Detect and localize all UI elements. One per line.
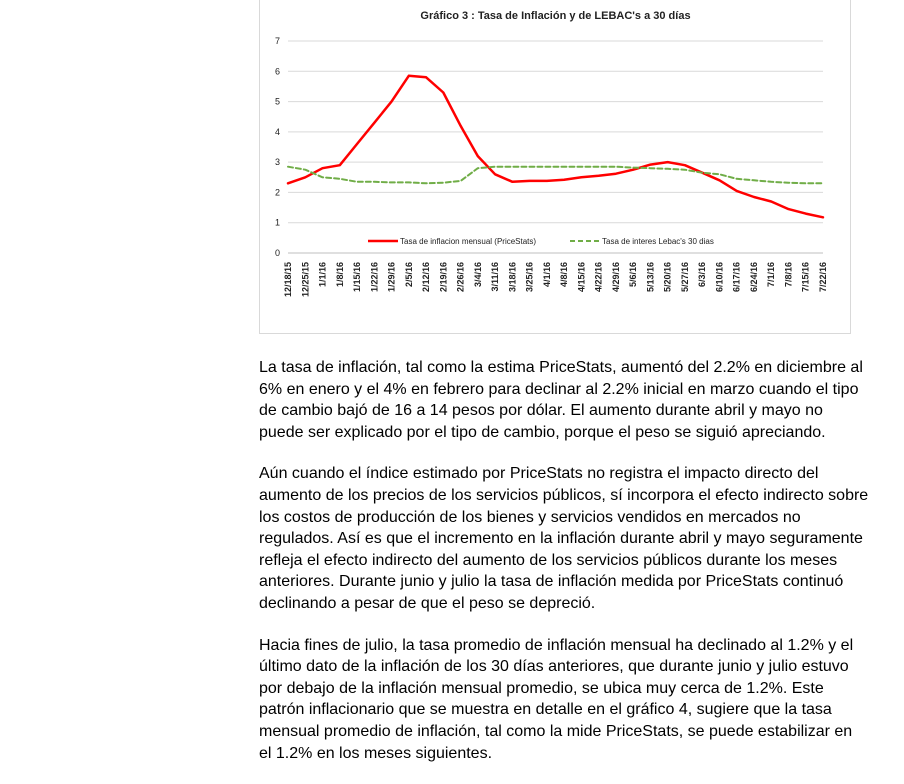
y-tick-label: 0 bbox=[274, 248, 280, 258]
inflation-lebac-chart bbox=[260, 0, 852, 334]
x-tick-label: 12/18/15 bbox=[283, 262, 293, 298]
y-tick-label: 7 bbox=[274, 36, 280, 46]
x-tick-label: 6/24/16 bbox=[748, 262, 759, 293]
chart-container bbox=[259, 0, 851, 334]
x-tick-label: 5/13/16 bbox=[645, 262, 656, 293]
x-tick-label: 4/29/16 bbox=[610, 262, 621, 293]
x-tick-label: 3/18/16 bbox=[507, 262, 518, 293]
x-tick-label: 12/25/15 bbox=[300, 262, 311, 298]
article-body bbox=[259, 357, 869, 784]
y-tick-label: 2 bbox=[274, 187, 280, 198]
x-tick-label: 5/20/16 bbox=[662, 262, 673, 293]
y-tick-label: 4 bbox=[274, 126, 280, 137]
x-tick-label: 3/4/16 bbox=[472, 262, 483, 288]
x-tick-label: 1/22/16 bbox=[369, 262, 380, 293]
x-tick-label: 1/1/16 bbox=[317, 262, 328, 288]
x-tick-label: 2/19/16 bbox=[438, 262, 449, 293]
inflation-series-line bbox=[288, 76, 823, 218]
legend-label: Tasa de interes Lebac's 30 dias bbox=[602, 237, 714, 246]
x-tick-label: 7/8/16 bbox=[783, 262, 794, 288]
x-tick-label: 4/1/16 bbox=[541, 262, 552, 288]
y-tick-label: 3 bbox=[274, 157, 280, 168]
paragraph: La tasa de inflación, tal como la estima PriceStats, aumentó del 2.2% en diciembre al 6% en enero y el 4% en febrero para declinar al 2.2% inicial en marzo cuando el tipo de cambio bajó de 16 a 14 pesos por dólar. El aumento durante abril y mayo no puede ser explicado por el tipo de cambio, porque el peso se siguió apreciando. bbox=[259, 359, 863, 441]
x-tick-label: 4/22/16 bbox=[593, 262, 604, 293]
y-tick-label: 5 bbox=[274, 96, 280, 107]
x-tick-label: 1/8/16 bbox=[334, 262, 345, 288]
y-tick-label: 6 bbox=[274, 66, 280, 77]
x-tick-label: 1/15/16 bbox=[352, 262, 363, 293]
x-tick-label: 6/3/16 bbox=[697, 262, 708, 288]
legend-label: Tasa de inflacion mensual (PriceStats) bbox=[400, 237, 537, 246]
x-tick-label: 4/15/16 bbox=[576, 262, 587, 293]
x-tick-label: 4/8/16 bbox=[559, 262, 570, 288]
x-tick-label: 1/29/16 bbox=[386, 262, 397, 293]
x-tick-label: 2/5/16 bbox=[403, 262, 414, 288]
x-tick-label: 3/25/16 bbox=[524, 262, 535, 293]
x-tick-label: 7/1/16 bbox=[766, 262, 777, 288]
paragraph: Aún cuando el índice estimado por PriceStats no registra el impacto directo del aumento de los precios de los servicios públicos, sí incorpora el efecto indirecto sobre los costos de producción de los bienes y servicios vendidos en mercados no regulados. Así es que el incremento en la inflación durante abril y mayo seguramente refleja el efecto indirecto del aumento de los servicios públicos durante los meses anteriores. Durante junio y julio la tasa de inflación medida por PriceStats continuó declinando a pesar de que el peso se depreció. bbox=[259, 465, 869, 612]
x-tick-label: 7/15/16 bbox=[800, 262, 811, 293]
x-tick-label: 5/27/16 bbox=[679, 262, 690, 293]
x-tick-label: 2/12/16 bbox=[421, 262, 432, 293]
x-tick-label: 3/11/16 bbox=[490, 262, 501, 292]
x-tick-label: 7/22/16 bbox=[818, 262, 828, 293]
y-tick-label: 1 bbox=[274, 217, 280, 228]
chart-title: Gráfico 3 : Tasa de Inflación y de LEBAC's a 30 días bbox=[420, 10, 691, 22]
x-tick-label: 6/10/16 bbox=[714, 262, 725, 293]
x-tick-label: 5/6/16 bbox=[628, 262, 639, 288]
x-tick-label: 2/26/16 bbox=[455, 262, 466, 293]
x-tick-label: 6/17/16 bbox=[731, 262, 742, 293]
paragraph: Hacia fines de julio, la tasa promedio de inflación mensual ha declinado al 1.2% y el último dato de la inflación de los 30 días anteriores, que durante junio y julio estuvo por debajo de la inflación mensual promedio, se ubica muy cerca de 1.2%. Este patrón inflacionario que se muestra en detalle en el gráfico 4, sugiere que la tasa mensual promedio de inflación, tal como la mide PriceStats, se puede estabilizar en el 1.2% en los meses siguientes. bbox=[259, 636, 854, 762]
